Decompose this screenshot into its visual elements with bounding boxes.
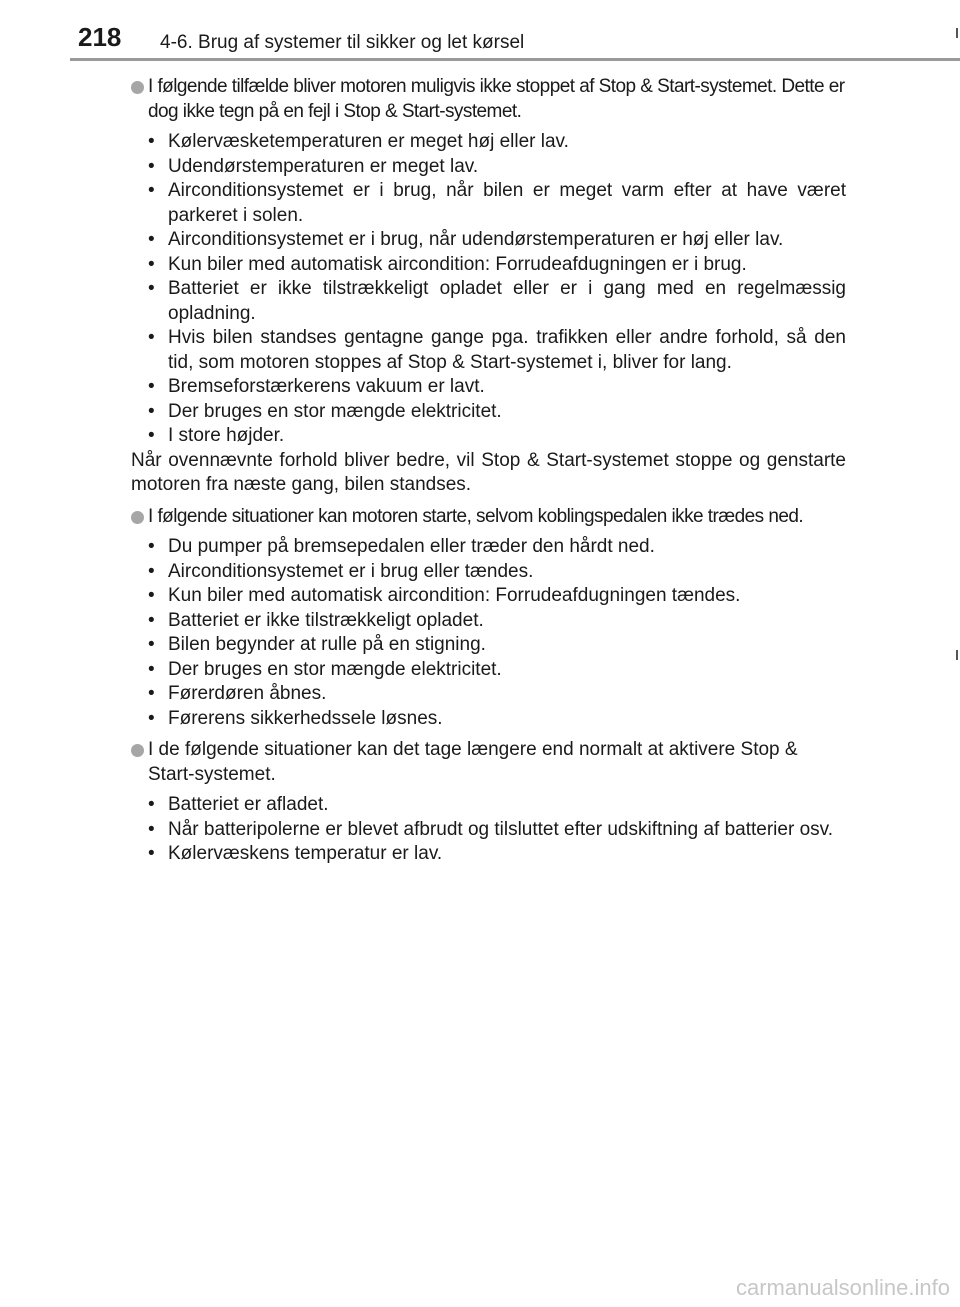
list-item: • Førerdøren åbnes. — [148, 682, 846, 707]
list-item: • Batteriet er afladet. — [148, 793, 846, 818]
section-lead-text: I de følgende situationer kan det tage længere end normalt at aktivere Stop & Start-systemet. — [148, 739, 798, 785]
list-item: • Når batteripolerne er blevet afbrudt og tilsluttet efter udskiftning af batterier osv. — [148, 818, 846, 843]
list-item: • Der bruges en stor mængde elektricitet. — [148, 400, 846, 425]
list-item: • Der bruges en stor mængde elektricitet. — [148, 658, 846, 683]
list-item: • Kølervæsketemperaturen er meget høj eller lav. — [148, 130, 846, 155]
list-item: • Hvis bilen standses gentagne gange pga. trafikken eller andre forhold, så den tid, som motoren stoppes af Stop & Start-systemet i, bliver for lang. — [148, 326, 846, 375]
note-section — [131, 738, 846, 867]
page-body — [131, 75, 846, 874]
margin-tick-mark — [956, 28, 958, 38]
list-item: • I store højder. — [148, 424, 846, 449]
list-item: • Airconditionsystemet er i brug, når bilen er meget varm efter at have været parkeret i solen. — [148, 179, 846, 228]
section-followup-text: Når ovennævnte forhold bliver bedre, vil Stop & Start-systemet stoppe og genstarte motoren fra næste gang, bilen standses. — [131, 449, 846, 495]
condition-list — [165, 535, 846, 731]
list-item: • Du pumper på bremsepedalen eller træder den hårdt ned. — [148, 535, 846, 560]
note-section — [131, 505, 846, 732]
note-section — [131, 75, 846, 498]
margin-tick-mark — [956, 650, 958, 660]
section-title: 4-6. Brug af systemer til sikker og let kørsel — [160, 32, 525, 53]
section-bullet-icon — [131, 81, 144, 94]
section-bullet-icon — [131, 744, 144, 757]
list-item: • Airconditionsystemet er i brug, når udendørstemperaturen er høj eller lav. — [148, 228, 846, 253]
list-item: • Airconditionsystemet er i brug eller tændes. — [148, 560, 846, 585]
list-item: • Kun biler med automatisk aircondition: Forrudeafdugningen tændes. — [148, 584, 846, 609]
list-item: • Batteriet er ikke tilstrækkeligt opladet eller er i gang med en regelmæssig opladning. — [148, 277, 846, 326]
list-item: • Bremseforstærkerens vakuum er lavt. — [148, 375, 846, 400]
list-item: • Førerens sikkerhedssele løsnes. — [148, 707, 846, 732]
watermark-text: carmanualsonline.info — [735, 1275, 950, 1300]
condition-list — [165, 130, 846, 449]
section-bullet-icon — [131, 511, 144, 524]
list-item: • Kun biler med automatisk aircondition: Forrudeafdugningen er i brug. — [148, 253, 846, 278]
page-header — [0, 0, 960, 62]
list-item: • Batteriet er ikke tilstrækkeligt opladet. — [148, 609, 846, 634]
condition-list — [165, 793, 846, 867]
page-number: 218 — [78, 22, 122, 52]
header-divider — [70, 58, 960, 61]
list-item: • Udendørstemperaturen er meget lav. — [148, 155, 846, 180]
list-item: • Kølervæskens temperatur er lav. — [148, 842, 846, 867]
section-lead-text: I følgende situationer kan motoren starte, selvom koblingspedalen ikke trædes ned. — [148, 505, 804, 527]
section-lead-text: I følgende tilfælde bliver motoren muligvis ikke stoppet af Stop & Start-systemet. Dette er dog ikke tegn på en fejl i Stop & Start-systemet. — [148, 76, 845, 122]
list-item: • Bilen begynder at rulle på en stigning. — [148, 633, 846, 658]
